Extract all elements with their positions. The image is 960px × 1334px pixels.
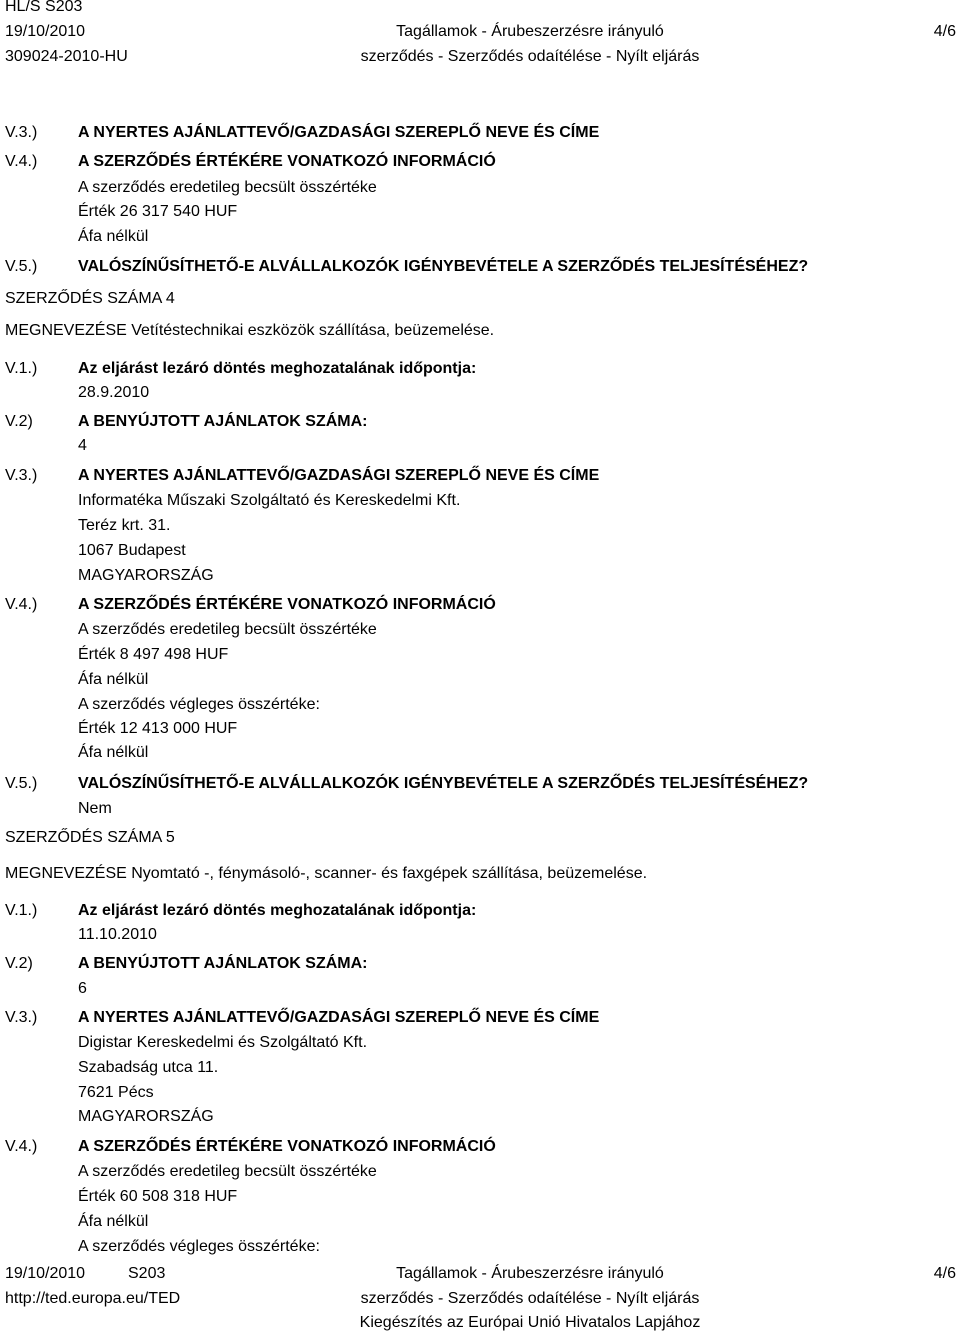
vat-note: Áfa nélkül [78, 1213, 149, 1230]
section-number: V.3.) [5, 124, 38, 141]
section-number: V.3.) [5, 1009, 38, 1026]
header-date: 19/10/2010 [5, 23, 86, 40]
estimated-value-label: A szerződés eredetileg becsült összértéke [78, 179, 377, 196]
section-number: V.3.) [5, 467, 38, 484]
section-number: V.5.) [5, 258, 38, 275]
section-heading-value: A SZERZŐDÉS ÉRTÉKÉRE VONATKOZÓ INFORMÁCIÓ [78, 1138, 496, 1155]
final-value-label: A szerződés végleges összértéke: [78, 1238, 320, 1255]
offers-count: 6 [78, 980, 87, 997]
contract-number: SZERZŐDÉS SZÁMA 5 [5, 829, 175, 846]
section-heading-decision-date: Az eljárást lezáró döntés meghozatalának időpontja: [78, 902, 477, 919]
winner-street: Szabadság utca 11. [78, 1059, 219, 1076]
section-heading-winner: A NYERTES AJÁNLATTEVŐ/GAZDASÁGI SZEREPLŐ NEVE ÉS CÍME [78, 467, 600, 484]
decision-date: 28.9.2010 [78, 384, 150, 401]
section-number: V.2) [5, 955, 33, 972]
vat-note: Áfa nélkül [78, 744, 149, 761]
section-heading-value: A SZERZŐDÉS ÉRTÉKÉRE VONATKOZÓ INFORMÁCIÓ [78, 596, 496, 613]
header-page-number: 4/6 [933, 23, 956, 40]
vat-note: Áfa nélkül [78, 228, 149, 245]
footer-title-line3: Kiegészítés az Európai Unió Hivatalos Lapjához [359, 1314, 701, 1331]
estimated-value: Érték 26 317 540 HUF [78, 203, 238, 220]
header-title-line1: Tagállamok - Árubeszerzésre irányuló [396, 23, 664, 40]
notice-id: 309024-2010-HU [5, 48, 128, 65]
final-value: Érték 12 413 000 HUF [78, 720, 238, 737]
subcontract-answer: Nem [78, 800, 112, 817]
estimated-value: Érték 8 497 498 HUF [78, 646, 229, 663]
section-number: V.5.) [5, 775, 38, 792]
winner-name: Digistar Kereskedelmi és Szolgáltató Kft. [78, 1034, 368, 1051]
contract-title: MEGNEVEZÉSE Vetítéstechnikai eszközök szállítása, beüzemelése. [5, 322, 495, 339]
winner-country: MAGYARORSZÁG [78, 567, 214, 584]
ted-link[interactable]: http://ted.europa.eu/TED [5, 1290, 181, 1307]
section-number: V.1.) [5, 902, 38, 919]
footer-series: S203 [128, 1265, 166, 1282]
section-number: V.2) [5, 413, 33, 430]
winner-street: Teréz krt. 31. [78, 517, 171, 534]
winner-country: MAGYARORSZÁG [78, 1108, 214, 1125]
section-number: V.4.) [5, 596, 38, 613]
header-title-line2: szerződés - Szerződés odaítélése - Nyílt eljárás [360, 48, 700, 65]
offers-count: 4 [78, 437, 87, 454]
section-heading-offers: A BENYÚJTOTT AJÁNLATOK SZÁMA: [78, 413, 368, 430]
section-heading-subcontract: VALÓSZÍNŰSÍTHETŐ-E ALVÁLLALKOZÓK IGÉNYBEVÉTELE A SZERZŐDÉS TELJESÍTÉSÉHEZ? [78, 258, 809, 275]
contract-number: SZERZŐDÉS SZÁMA 4 [5, 290, 175, 307]
section-heading-offers: A BENYÚJTOTT AJÁNLATOK SZÁMA: [78, 955, 368, 972]
final-value-label: A szerződés végleges összértéke: [78, 696, 320, 713]
footer-title-line2: szerződés - Szerződés odaítélése - Nyílt eljárás [360, 1290, 700, 1307]
section-heading-subcontract: VALÓSZÍNŰSÍTHETŐ-E ALVÁLLALKOZÓK IGÉNYBEVÉTELE A SZERZŐDÉS TELJESÍTÉSÉHEZ? [78, 775, 809, 792]
section-heading-value: A SZERZŐDÉS ÉRTÉKÉRE VONATKOZÓ INFORMÁCIÓ [78, 153, 496, 170]
journal-ref: HL/S S203 [5, 0, 83, 15]
vat-note: Áfa nélkül [78, 671, 149, 688]
section-number: V.4.) [5, 1138, 38, 1155]
winner-name: Informatéka Műszaki Szolgáltató és Kereskedelmi Kft. [78, 492, 461, 509]
estimated-value-label: A szerződés eredetileg becsült összértéke [78, 621, 377, 638]
footer-page-number: 4/6 [933, 1265, 956, 1282]
estimated-value: Érték 60 508 318 HUF [78, 1188, 238, 1205]
footer-title-line1: Tagállamok - Árubeszerzésre irányuló [396, 1265, 664, 1282]
section-heading-decision-date: Az eljárást lezáró döntés meghozatalának időpontja: [78, 360, 477, 377]
contract-title: MEGNEVEZÉSE Nyomtató -, fénymásoló-, scanner- és faxgépek szállítása, beüzemelése. [5, 865, 648, 882]
section-heading-winner: A NYERTES AJÁNLATTEVŐ/GAZDASÁGI SZEREPLŐ NEVE ÉS CÍME [78, 1009, 600, 1026]
section-number: V.1.) [5, 360, 38, 377]
section-heading-winner: A NYERTES AJÁNLATTEVŐ/GAZDASÁGI SZEREPLŐ NEVE ÉS CÍME [78, 124, 600, 141]
estimated-value-label: A szerződés eredetileg becsült összértéke [78, 1163, 377, 1180]
decision-date: 11.10.2010 [78, 926, 157, 943]
footer-date: 19/10/2010 [5, 1265, 86, 1282]
winner-city: 7621 Pécs [78, 1084, 154, 1101]
winner-city: 1067 Budapest [78, 542, 186, 559]
section-number: V.4.) [5, 153, 38, 170]
